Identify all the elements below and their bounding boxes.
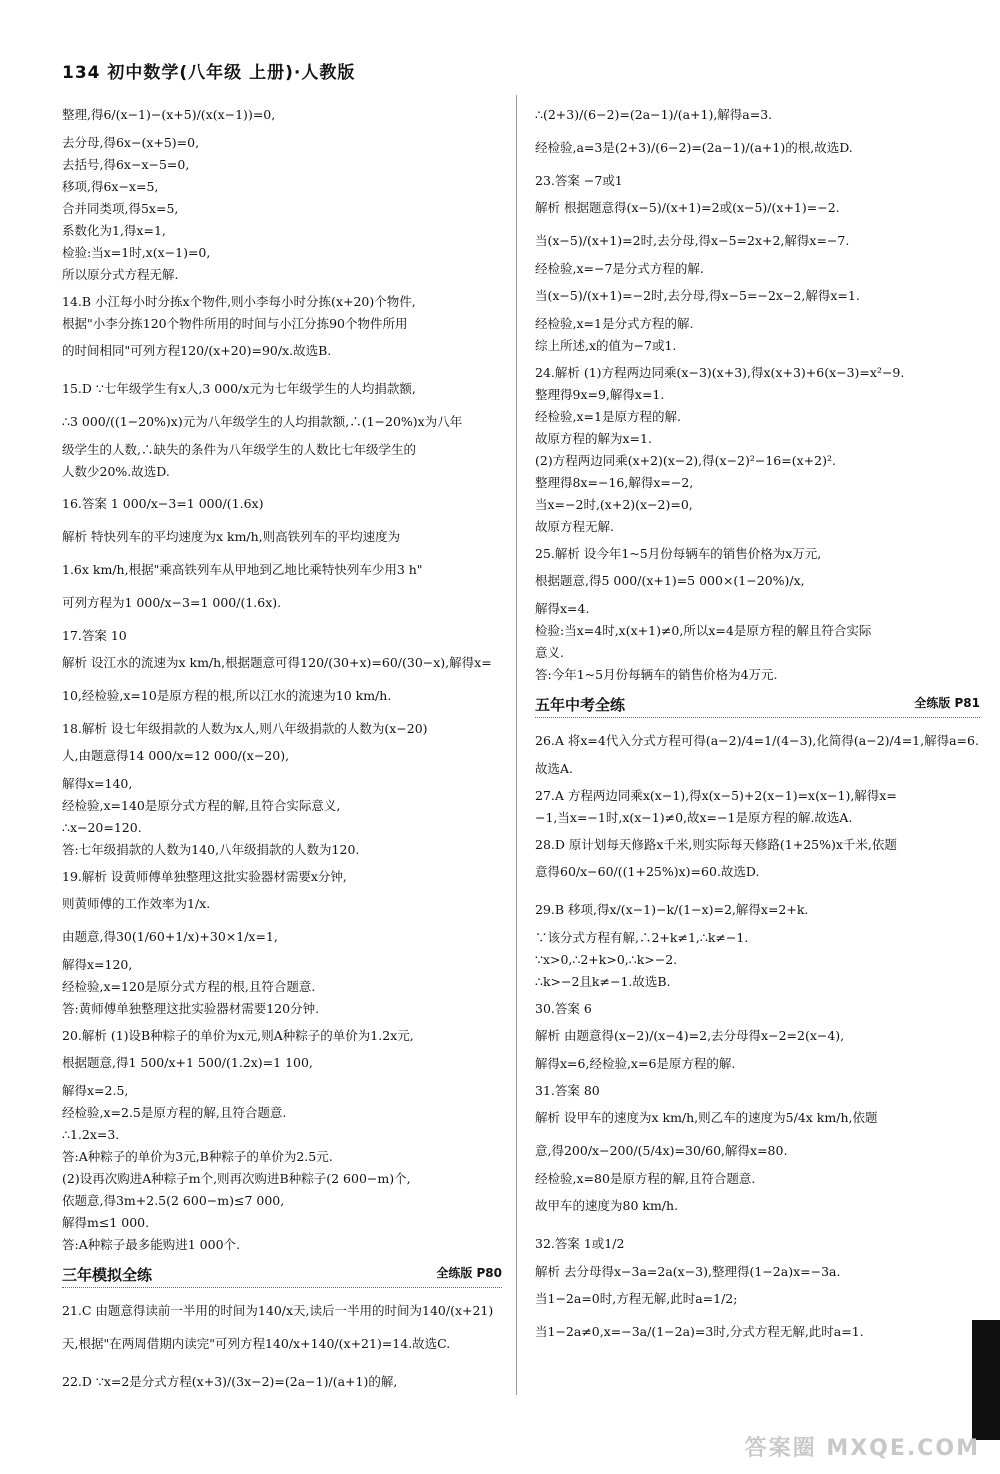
text-line: 当1−2a=0时,方程无解,此时a=1/2;	[535, 1291, 738, 1306]
text-line: 当x=−2时,(x+2)(x−2)=0,	[535, 497, 693, 512]
text-line: 31.答案 80	[535, 1083, 600, 1098]
text-line: 解得m≤1 000.	[62, 1215, 150, 1230]
section-heading-five-year	[535, 694, 980, 718]
text-line: 故原方程无解.	[535, 519, 614, 534]
text-line: ∴1.2x=3.	[62, 1127, 120, 1142]
text-line: 解得x=140,	[62, 776, 133, 791]
text-line: 的时间相同"可列方程120/(x+20)=90/x.故选B.	[62, 343, 332, 358]
text-line: 当(x−5)/(x+1)=2时,去分母,得x−5=2x+2,解得x=−7.	[535, 233, 850, 248]
text-line: 27.A 方程两边同乘x(x−1),得x(x−5)+2(x−1)=x(x−1),解得x=	[535, 788, 897, 803]
text-line: 解得x=120,	[62, 957, 133, 972]
left-answer-list	[62, 100, 502, 1254]
text-line: 答:今年1~5月份每辆车的销售价格为4万元.	[535, 667, 778, 682]
column-divider	[516, 95, 517, 1395]
text-line: 答:A种粽子的单价为3元,B种粽子的单价为2.5元.	[62, 1149, 333, 1164]
text-line: 意义.	[535, 645, 564, 660]
text-line: 20.解析 (1)设B种粽子的单价为x元,则A种粽子的单价为1.2x元,	[62, 1028, 414, 1043]
text-line: ∴k>−2且k≠−1.故选B.	[535, 974, 671, 989]
text-line: 检验:当x=4时,x(x+1)≠0,所以x=4是原方程的解且符合实际	[535, 623, 872, 638]
page-edge-tab	[972, 1320, 1000, 1440]
text-line: ∴(2+3)/(6−2)=(2a−1)/(a+1),解得a=3.	[535, 107, 773, 122]
text-line: 移项,得6x−x=5,	[62, 179, 159, 194]
text-line: 26.A 将x=4代入分式方程可得(a−2)/4=1/(4−3),化简得(a−2)/4=1,解得a=6.	[535, 733, 979, 748]
text-line: 解析 设江水的流速为x km/h,根据题意可得120/(30+x)=60/(30−x),解得x=	[62, 655, 492, 670]
text-line: 经检验,x=120是原分式方程的根,且符合题意.	[62, 979, 316, 994]
text-line: 解得x=4.	[535, 601, 590, 616]
page-header: 134 初中数学(八年级 上册)·人教版	[62, 63, 356, 83]
text-line: 综上所述,x的值为−7或1.	[535, 338, 677, 353]
text-line: 解得x=6,经检验,x=6是原方程的解.	[535, 1056, 736, 1071]
text-line: 级学生的人数,∴缺失的条件为八年级学生的人数比七年级学生的	[62, 442, 416, 457]
text-line: 经检验,x=−7是分式方程的解.	[535, 261, 704, 276]
text-line: 28.D 原计划每天修路x千米,则实际每天修路(1+25%)x千米,依题	[535, 837, 897, 852]
text-line: 所以原分式方程无解.	[62, 267, 179, 282]
text-line: 29.B 移项,得x/(x−1)−k/(1−x)=2,解得x=2+k.	[535, 902, 809, 917]
text-line: 故选A.	[535, 761, 574, 776]
text-line: 依题意,得3m+2.5(2 600−m)≤7 000,	[62, 1193, 285, 1208]
right-column	[535, 100, 980, 1350]
text-line: 人数少20%.故选D.	[62, 464, 170, 479]
left-answer-list-2	[62, 1296, 502, 1397]
text-line: 14.B 小江每小时分拣x个物件,则小李每小时分拣(x+20)个物件,	[62, 294, 416, 309]
text-line: 意,得200/x−200/(5/4x)=30/60,解得x=80.	[535, 1143, 788, 1158]
section-ref: 全练版 P80	[436, 1266, 502, 1280]
text-line: 当1−2a≠0,x=−3a/(1−2a)=3时,分式方程无解,此时a=1.	[535, 1324, 864, 1339]
text-line: 19.解析 设黄师傅单独整理这批实验器材需要x分钟,	[62, 869, 347, 884]
text-line: 人,由题意得14 000/x=12 000/(x−20),	[62, 748, 290, 763]
text-line: 系数化为1,得x=1,	[62, 223, 166, 238]
text-line: 解析 设甲车的速度为x km/h,则乙车的速度为5/4x km/h,依题	[535, 1110, 878, 1125]
text-line: (2)方程两边同乘(x+2)(x−2),得(x−2)²−16=(x+2)².	[535, 453, 836, 468]
text-line: 30.答案 6	[535, 1001, 592, 1016]
text-line: ∵该分式方程有解,∴2+k≠1,∴k≠−1.	[535, 930, 749, 945]
text-line: 经检验,x=1是原方程的解.	[535, 409, 681, 424]
text-line: 18.解析 设七年级捐款的人数为x人,则八年级捐款的人数为(x−20)	[62, 721, 428, 736]
text-line: 根据"小李分拣120个物件所用的时间与小江分拣90个物件所用	[62, 316, 408, 331]
text-line: 10,经检验,x=10是原方程的根,所以江水的流速为10 km/h.	[62, 688, 392, 703]
text-line: 经检验,x=1是分式方程的解.	[535, 316, 694, 331]
text-line: 可列方程为1 000/x−3=1 000/(1.6x).	[62, 595, 282, 610]
text-line: 天,根据"在两周借期内读完"可列方程140/x+140/(x+21)=14.故选C.	[62, 1336, 451, 1351]
text-line: 15.D ∵七年级学生有x人,3 000/x元为七年级学生的人均捐款额,	[62, 381, 416, 396]
text-line: 经检验,x=80是原方程的解,且符合题意.	[535, 1171, 756, 1186]
text-line: 合并同类项,得5x=5,	[62, 201, 179, 216]
text-line: 故原方程的解为x=1.	[535, 431, 652, 446]
text-line: 由题意,得30(1/60+1/x)+30×1/x=1,	[62, 929, 278, 944]
section-heading-three-year	[62, 1264, 502, 1288]
text-line: 整理得8x=−16,解得x=−2,	[535, 475, 694, 490]
text-line: 17.答案 10	[62, 628, 127, 643]
right-answer-list	[535, 100, 980, 684]
text-line: 解析 由题意得(x−2)/(x−4)=2,去分母得x−2=2(x−4),	[535, 1028, 845, 1043]
left-column	[62, 100, 502, 1400]
watermark: 答案圈 MXQE.COM	[744, 1436, 980, 1461]
text-line: 25.解析 设今年1~5月份每辆车的销售价格为x万元,	[535, 546, 822, 561]
text-line: 当(x−5)/(x+1)=−2时,去分母,得x−5=−2x−2,解得x=1.	[535, 288, 860, 303]
text-line: 23.答案 −7或1	[535, 173, 623, 188]
text-line: 22.D ∵x=2是分式方程(x+3)/(3x−2)=(2a−1)/(a+1)的解,	[62, 1374, 398, 1389]
text-line: 则黄师傅的工作效率为1/x.	[62, 896, 211, 911]
text-line: ∴x−20=120.	[62, 820, 142, 835]
text-line: 解析 特快列车的平均速度为x km/h,则高铁列车的平均速度为	[62, 529, 401, 544]
text-line: 整理,得6/(x−1)−(x+5)/(x(x−1))=0,	[62, 107, 276, 122]
text-line: ∵x>0,∴2+k>0,∴k>−2.	[535, 952, 678, 967]
text-line: 去括号,得6x−x−5=0,	[62, 157, 190, 172]
section-title: 三年模拟全练	[62, 1266, 153, 1284]
text-line: 答:黄师傅单独整理这批实验器材需要120分钟.	[62, 1001, 320, 1016]
text-line: 整理得9x=9,解得x=1.	[535, 387, 665, 402]
text-line: 16.答案 1 000/x−3=1 000/(1.6x)	[62, 496, 264, 511]
text-line: 经检验,x=2.5是原方程的解,且符合题意.	[62, 1105, 287, 1120]
text-line: 24.解析 (1)方程两边同乘(x−3)(x+3),得x(x+3)+6(x−3)=x²−9.	[535, 365, 905, 380]
text-line: 根据题意,得5 000/(x+1)=5 000×(1−20%)/x,	[535, 573, 805, 588]
text-line: 答:A种粽子最多能购进1 000个.	[62, 1237, 240, 1252]
section-ref: 全练版 P81	[914, 696, 980, 710]
right-answer-list-2	[535, 726, 980, 1347]
text-line: 1.6x km/h,根据"乘高铁列车从甲地到乙地比乘特快列车少用3 h"	[62, 562, 423, 577]
text-line: 经检验,a=3是(2+3)/(6−2)=(2a−1)/(a+1)的根,故选D.	[535, 140, 853, 155]
text-line: −1,当x=−1时,x(x−1)≠0,故x=−1是原方程的解.故选A.	[535, 810, 853, 825]
text-line: (2)设再次购进A种粽子m个,则再次购进B种粽子(2 600−m)个,	[62, 1171, 411, 1186]
text-line: 检验:当x=1时,x(x−1)=0,	[62, 245, 211, 260]
text-line: 解析 去分母得x−3a=2a(x−3),整理得(1−2a)x=−3a.	[535, 1264, 841, 1279]
text-line: ∴3 000/((1−20%)x)元为八年级学生的人均捐款额,∴(1−20%)x为八年	[62, 414, 463, 429]
text-line: 解析 根据题意得(x−5)/(x+1)=2或(x−5)/(x+1)=−2.	[535, 200, 840, 215]
text-line: 21.C 由题意得读前一半用的时间为140/x天,读后一半用的时间为140/(x+21)	[62, 1303, 494, 1318]
section-title: 五年中考全练	[535, 696, 626, 714]
text-line: 故甲车的速度为80 km/h.	[535, 1198, 679, 1213]
text-line: 去分母,得6x−(x+5)=0,	[62, 135, 200, 150]
text-line: 32.答案 1或1/2	[535, 1236, 625, 1251]
text-line: 根据题意,得1 500/x+1 500/(1.2x)=1 100,	[62, 1055, 313, 1070]
text-line: 解得x=2.5,	[62, 1083, 129, 1098]
text-line: 经检验,x=140是原分式方程的解,且符合实际意义,	[62, 798, 341, 813]
text-line: 答:七年级捐款的人数为140,八年级捐款的人数为120.	[62, 842, 360, 857]
text-line: 意得60/x−60/((1+25%)x)=60.故选D.	[535, 864, 760, 879]
